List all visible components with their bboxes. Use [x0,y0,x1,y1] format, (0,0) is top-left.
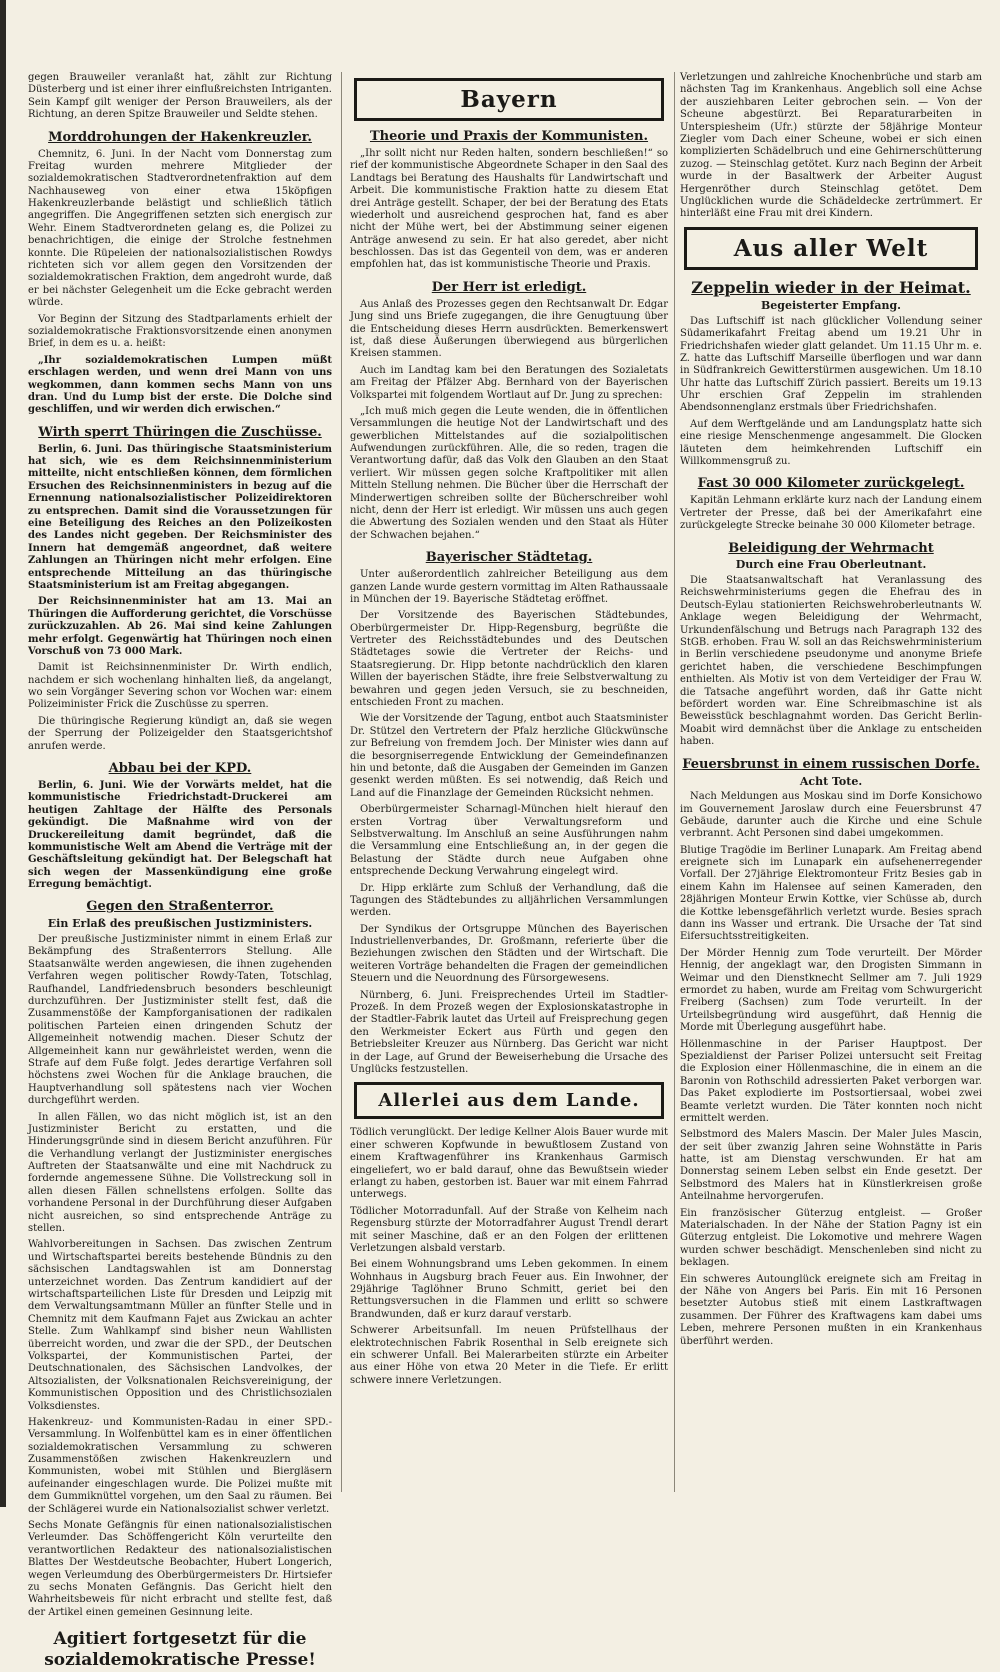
section-header-allerlei: Allerlei aus dem Lande. [354,1082,664,1119]
article-paragraph: Der preußische Justizminister nimmt in einem Erlaß zur Bekämpfung des Straßenterrors Stellung. Alle Staatsanwälte werden angewiesen, die ihnen zugehenden Verfahren wegen politischer Rowdy-Taten, Totschlag, Raufhandel, Landfriedensbruch besonders beschleunigt durchzuführen. Der Justizminister stellt fest, daß die Zusammenstöße der Kampforganisationen der radikalen politischen Parteien einen dringenden Schutz der Allgemeinheit notwendig machen. Dieser Schutz der Allgemeinheit kann nur gewährleistet werden, wenn die Strafe auf dem Fuße folgt. Jedes derartige Verfahren soll höchstens zwei Wochen für die Anklage brauchen, die Hauptverhandlung soll spätestens nach vier Wochen durchgeführt werden. [28,934,332,1107]
headline-morddrohungen: Morddrohungen der Hakenkreuzler. [48,129,312,145]
article-paragraph: Die Staatsanwaltschaft hat Veranlassung des Reichswehrministeriums gegen die Ehefrau des in Deutsch-Eylau stationierten Reichswehroberleutnants W. Anklage wegen Beleidigung der Wehrmacht, Urkundenfälschung und Betrugs nach Paragraph 132 des StGB. erhoben. Frau W. soll an das Reichswehrministerium in Berlin verschiedene pseudonyme und anonyme Briefe gerichtet haben, die verschiedene Beschimpfungen enthielten. Als Motiv ist von dem Verteidiger der Frau W. die Tatsache angeführt worden, daß ihr Gatte nicht befördert worden war. Eine Schreibmaschine ist als Beweisstück beschlagnahmt worden. Das Gericht Berlin-Moabit wird demnächst über die Anklage zu entscheiden haben. [680,575,982,748]
headline-staedtetag: Bayerischer Städtetag. [425,550,593,566]
subheadline-frau-oberleutnant: Durch eine Frau Oberleutnant. [735,558,927,572]
news-item: Wahlvorbereitungen in Sachsen. Das zwischen Zentrum und Wirtschaftspartei bereits bestehende Bündnis zu den sächsischen Landtagswahlen ist am Donnerstag unterzeichnet worden. Das Zentrum kandidiert auf der wirtschaftsparteilichen Liste für Dresden und Leipzig mit dem Verwaltungsamtmann Müller an fünfter Stelle und in Chemnitz mit dem Kaufmann Fajet aus Zwickau an achter Stelle. Zum Wahlkampf sind bisher neun Wahllisten überreicht worden, und zwar die der SPD., der Deutschen Volkspartei, der Kommunistischen Partei, der Deutschnationalen, des Sächsischen Landvolkes, der Altsozialisten, der Volksnationalen Reichsvereinigung, der Kommunistischen Opposition und des Christlichsozialen Volksdienstes. [28,1239,332,1412]
column-left [28,72,332,1671]
article-paragraph: Berlin, 6. Juni. Wie der Vorwärts meldet, hat die kommunistische Friedrichstadt-Druckerei am heutigen Zahltage der Hälfte des Personals gekündigt. Die Maßnahme wird von der Druckereileitung damit begründet, daß die kommunistische Welt am Abend die Verträge mit der Geschäftsleitung gekündigt hat. Der Belegschaft hat sich wegen der Massenkündigung eine große Erregung bemächtigt. [28,779,332,891]
news-item: Ein schweres Autounglück ereignete sich am Freitag in der Nähe von Angers bei Paris. Ein mit 16 Personen besetzter Autobus stieß mit einem Lastkraftwagen zusammen. Der Führer des Kraftwagens kam dabei ums Leben, mehrere Personen mußten in ein Krankenhaus überführt werden. [680,1273,982,1347]
subheadline-erlass: Ein Erlaß des preußischen Justizministers. [47,917,313,931]
headline-feuersbrunst: Feuersbrunst in einem russischen Dorfe. [682,756,980,772]
news-item: Sechs Monate Gefängnis für einen nationalsozialistischen Verleumder. Das Schöffengericht Köln verurteilte den verantwortlichen Redakteur des nationalsozialistischen Blattes Der Westdeutsche Beobachter, Hubert Longerich, wegen Verleumdung des Oberbürgermeisters Dr. Hirtsiefer zu sechs Monaten Gefängnis. Das Gericht hielt den Wahrheitsbeweis für nicht erbracht und stellte fest, daß der Artikel einen gemeinen Gesinnung leite. [28,1520,332,1618]
article-paragraph: Wie der Vorsitzende der Tagung, entbot auch Staatsminister Dr. Stützel den Vertretern der Pfalz herzliche Glückwünsche zur Befreiung von fremdem Joch. Der Minister wies dann auf die besorgniserregende Entwicklung der Gemeindefinanzen hin und betonte, daß die Ausgaben der Gemeinden im Ganzen gesenkt werden müßten. Es sei notwendig, daß Reich und Land auf die Finanzlage der Gemeinden Rücksicht nehmen. [350,713,668,799]
article-paragraph: Dr. Hipp erklärte zum Schluß der Verhandlung, daß die Tagungen des Städtebundes zu alljährlichen Versammlungen werden. [350,882,668,919]
headline-wirth-thueringen: Wirth sperrt Thüringen die Zuschüsse. [38,424,322,440]
article-paragraph: In allen Fällen, wo das nicht möglich ist, ist an den Justizminister Bericht zu erstatten, und die Hinderungsgründe sind in diesem Bericht anzuführen. Für die Verhandlung verlangt der Justizminister energisches Auftreten der Staatsanwälte und eine mit Nachdruck zu fordernde angemessene Sühne. Die Vollstreckung soll in allen diesen Fällen schnellstens erfolgen. Sollte das vorhandene Personal in der Durchführung dieser Aufgaben nicht ausreichen, so sind entsprechende Anträge zu stellen. [28,1111,332,1235]
headline-beleidigung-wehrmacht: Beleidigung der Wehrmacht [728,540,934,556]
subheadline-empfang: Begeisterter Empfang. [760,299,902,313]
column-right [680,72,982,1497]
article-paragraph: Vor Beginn der Sitzung des Stadtparlaments erhielt der sozialdemokratische Fraktionsvorsitzende einen anonymen Brief, in dem es u. a. heißt: [28,313,332,350]
subheadline-acht-tote: Acht Tote. [799,774,863,788]
article-paragraph: Die thüringische Regierung kündigt an, daß sie wegen der Sperrung der Polizeigelder den Staatsgerichtshof anrufen werde. [28,715,332,752]
article-paragraph: „Ihr sollt nicht nur Reden halten, sondern beschließen!“ so rief der kommunistische Abgeordnete Schaper in den Saal des Landtags bei Beratung des Haushalts für Landwirtschaft und Arbeit. Die kommunistische Fraktion hatte zu diesem Etat drei Anträge gestellt. Schaper, der bei der Beratung des Etats wiederholt und ausreichend gesprochen hat, fand es aber nicht der Mühe wert, bei der Abstimmung seiner eigenen Anträge anwesend zu sein. Er hat also geredet, aber nicht beschlossen. Das ist das Gegenteil von dem, was er anderen empfohlen hat, das ist kommunistische Theorie und Praxis. [350,147,668,271]
news-item: Selbstmord des Malers Mascin. Der Maler Jules Mascin, der seit über zwanzig Jahren seine Wohnstätte in Paris hatte, ist am Dienstag verschwunden. Er hat am Donnerstag seinem Leben selbst ein Ende gesetzt. Der Selbstmord des Malers hat in Künstlerkreisen große Anteilnahme hervorgerufen. [680,1129,982,1203]
news-item: Der Mörder Hennig zum Tode verurteilt. Der Mörder Hennig, der angeklagt war, den Drogisten Simmann in Weimar und den Dienstknecht Sellmer am 7. Juli 1929 ermordet zu haben, wurde am Freitag vom Schwurgericht Freiberg (Sachsen) zum Tode verurteilt. In der Urteilsbegründung wird ausgeführt, daß Hennig die Morde mit Überlegung ausgeführt habe. [680,947,982,1034]
news-item: Tödlich verunglückt. Der ledige Kellner Alois Bauer wurde mit einer schweren Kopfwunde in bewußtlosem Zustand von einem Kraftwagenführer ins Krankenhaus Garmisch eingeliefert, wo er bald darauf, ohne das Bewußtsein wieder erlangt zu haben, gestorben ist. Bauer war mit einem Fahrrad unterwegs. [350,1127,668,1201]
news-item: Ein französischer Güterzug entgleist. — Großer Materialschaden. In der Nähe der Station Pagny ist ein Güterzug entgleist. Die Lokomotive und mehrere Wagen wurden schwer beschädigt. Menschenleben sind nicht zu beklagen. [680,1207,982,1269]
article-paragraph: „Ich muß mich gegen die Leute wenden, die in öffentlichen Versammlungen die heutige Not der Landwirtschaft und des gewerblichen Mittelstandes auf die sozialpolitischen Aufwendungen zurückführen. Alle, die so reden, tragen die Verantwortung dafür, daß das Volk den Glauben an den Staat verliert. Wir müssen gegen solche Kraftpolitiker mit allen Mitteln Stellung nehmen. Die Bücher über die Herrschaft der Minderwertigen schreiben sollte der Bücherschreiber wohl nicht, denn der Herr ist erledigt. Wir müssen uns auch gegen die Abwertung des Sozialen wenden und den Staat als Hüter der Schwachen bejahen.“ [350,405,668,541]
article-paragraph: Unter außerordentlich zahlreicher Beteiligung aus dem ganzen Lande wurde gestern vormittag im Alten Rathaussaale in München der 19. Bayerische Städtetag eröffnet. [350,569,668,605]
section-header-bayern: Bayern [354,78,664,121]
news-item: Blutige Tragödie im Berliner Lunapark. Am Freitag abend ereignete sich im Lunapark ein aufsehenerregender Vorfall. Der 27jährige Elektromonteur Fritz Besies gab in einem Kahn im Halensee auf seinen Kameraden, den 28jährigen Monteur Erwin Kottke, vier Schüsse ab, durch die Kottke lebensgefährlich verletzt wurde. Besies sprach dann ins Wasser und ertrank. Die Ursache der Tat sind Eifersuchtsstreitigkeiten. [680,844,982,943]
news-item: Höllenmaschine in der Pariser Hauptpost. Der Spezialdienst der Pariser Polizei untersucht seit Freitag die Explosion einer Höllenmaschine, die in einem an die Baronin von Rothschild adressierten Paket verborgen war. Das Paket explodierte im Postsortiersaal, wobei zwei Beamte verletzt wurden. Die Täter konnten noch nicht ermittelt werden. [680,1038,982,1124]
article-continuation: gegen Brauweiler veranlaßt hat, zählt zur Richtung Düsterberg und ist einer ihrer einflußreichsten Intriganten. Sein Kampf gilt weniger der Person Brauweilers, als der Richtung, an deren Spitze Brauweiler und Seldte stehen. [28,72,332,121]
article-paragraph: Aus Anlaß des Prozesses gegen den Rechtsanwalt Dr. Edgar Jung sind uns Briefe zugegangen, die ihre Genugtuung über die Entscheidung dieses Herrn ausdrückten. Bemerkenswert ist, daß diese Äußerungen überwiegend aus bürgerlichen Kreisen stammen. [350,298,668,360]
article-continuation: Verletzungen und zahlreiche Knochenbrüche und starb am nächsten Tag im Krankenhaus. Angeblich soll eine Achse der ausziehbaren Leiter gebrochen sein. — Von der Scheune abgestürzt. Bei Reparaturarbeiten in Unterspiesheim (Ufr.) stürzte der 58jährige Monteur Ziegler vom Dach einer Scheune, wobei er sich einen komplizierten Schädelbruch und eine Gehirnerschütterung zuzog. — Steinschlag getötet. Kurz nach Beginn der Arbeit wurde in der Basaltwerk der Arbeiter August Hergenröther durch Steinschlag getötet. Dem Unglücklichen wurde die Schädeldecke zertrümmert. Er hinterläßt eine Frau mit drei Kindern. [680,72,982,220]
headline-zeppelin: Zeppelin wieder in der Heimat. [691,277,971,297]
news-item: Bei einem Wohnungsbrand ums Leben gekommen. In einem Wohnhaus in Augsburg brach Feuer aus. Ein Inwohner, der 29jährige Taglöhner Bruno Schmitt, geriet bei den Rettungsversuchen in die Flammen und erlitt so schwere Brandwunden, daß er kurz darauf verstarb. [350,1259,668,1320]
article-paragraph: Kapitän Lehmann erklärte kurz nach der Landung einem Vertreter der Presse, daß bei der Amerikafahrt eine zurückgelegte Strecke beinahe 30 000 Kilometer betrage. [680,495,982,532]
headline-abbau-kpd: Abbau bei der KPD. [108,761,252,777]
column-rule [341,72,342,1492]
article-paragraph: Der Vorsitzende des Bayerischen Städtebundes, Oberbürgermeister Dr. Hipp-Regensburg, begrüßte die Vertreter des Reichsstädtebundes und des Deutschen Städtetages sowie die Vertreter der Reichs- und Staatsregierung. Dr. Hipp betonte nachdrücklich den klaren Willen der bayerischen Städte, ihre freie Selbstverwaltung zu bewahren und gegen jeden Versuch, sie zu beschneiden, entschieden Front zu machen. [350,610,668,709]
article-paragraph: Das Luftschiff ist nach glücklicher Vollendung seiner Südamerikafahrt Freitag abend um 19.21 Uhr in Friedrichshafen wieder glatt gelandet. Um 11.15 Uhr m. e. Z. hatte das Luftschiff Marseille überflogen und war dann in Südfrankreich Gewitterstürmen ausgewichen. Um 18.10 Uhr hatte das Luftschiff Zürich passiert. Bereits um 19.13 Uhr erschien Graf Zeppelin im strahlenden Abendsonnenglanz erstmals über Friedrichshafen. [680,315,982,414]
headline-strassenterror: Gegen den Straßenterror. [86,899,274,915]
article-quote: „Ihr sozialdemokratischen Lumpen müßt erschlagen werden, und wenn drei Mann von uns wegkommen, dann kommen sechs Mann von uns dran. Und du Lump bist der erste. Die Dolche sind geschliffen, und wir werden dich erwischen.“ [28,354,332,416]
headline-herr-erledigt: Der Herr ist erledigt. [431,279,587,295]
article-paragraph: Der Syndikus der Ortsgruppe München des Bayerischen Industriellenverbandes, Dr. Großmann, referierte über die Beziehungen zwischen den Städten und der Wirtschaft. Die weiteren Vorträge behandelten die Fragen der gemeindlichen Steuern und die Neuordnung des Fürsorgewesens. [350,923,668,985]
article-paragraph: Damit ist Reichsinnenminister Dr. Wirth endlich, nachdem er sich wochenlang hinhalten ließ, da angelangt, wo sein Vorgänger Severing schon vor Wochen war: einem Polizeiminister Frick die Zuschüsse zu sperren. [28,662,332,711]
column-middle [350,72,668,1497]
section-header-aus-aller-welt: Aus aller Welt [684,227,978,270]
article-paragraph: Auf dem Werftgelände und am Landungsplatz hatte sich eine riesige Menschenmenge angesammelt. Die Glocken läuteten dem heimkehrenden Luftschiff ein Willkommensgruß zu. [680,418,982,468]
news-item: Tödlicher Motorradunfall. Auf der Straße von Kelheim nach Regensburg stürzte der Motorradfahrer August Trendl derart mit seiner Maschine, daß er an den Folgen der erlittenen Verletzungen alsbald verstarb. [350,1205,668,1254]
article-paragraph: Chemnitz, 6. Juni. In der Nacht vom Donnerstag zum Freitag wurden mehrere Mitglieder der sozialdemokratischen Stadtverordnetenfraktion auf dem Nachhauseweg von einer etwa 15köpfigen Hakenkreuzlerbande belästigt und schließlich tätlich angegriffen. Die Angegriffenen setzten sich energisch zur Wehr. Einem Stadtverordneten gelang es, die Polizei zu benachrichtigen, die einige der Strolche festnehmen konnte. Die Rüpeleien der nationalsozialistischen Rowdys richteten sich vor allem gegen den Vorsitzenden der sozialdemokratischen Fraktion, dem angedroht wurde, daß er bei nächster Gelegenheit um die Ecke gebracht werden würde. [28,148,332,309]
article-paragraph: Nach Meldungen aus Moskau sind im Dorfe Konsichowo im Gouvernement Jaroslaw durch eine Feuersbrunst 47 Gebäude, darunter auch die Kirche und eine Schule verbrannt. Acht Personen sind dabei umgekommen. [680,791,982,840]
slogan-banner: Agitiert fortgesetzt für die sozialdemokratische Presse! [44,1629,316,1671]
article-paragraph: Oberbürgermeister Scharnagl-München hielt hierauf den ersten Vortrag über Verwaltungsreform und Selbstverwaltung. Im Anschluß an seine Ausführungen nahm die Versammlung eine Entschließung an, in der gegen die Belastung der Städte durch neue Aufgaben ohne entsprechende Deckung Verwahrung eingelegt wird. [350,804,668,878]
headline-theorie-praxis: Theorie und Praxis der Kommunisten. [369,129,649,144]
news-item: Nürnberg, 6. Juni. Freisprechendes Urteil im Stadtler-Prozeß. In dem Prozeß wegen der Explosionskatastrophe in der Stadtler-Fabrik lautet das Urteil auf Freisprechung gegen den Werkmeister Eckert aus Fürth und gegen den Betriebsleiter Kreuzer aus Nürnberg. Das Gericht war nicht in der Lage, auf Grund der Beweiserhebung die Ursache des Unglücks festzustellen. [350,989,668,1075]
news-item: Hakenkreuz- und Kommunisten-Radau in einer SPD.-Versammlung. In Wolfenbüttel kam es in einer öffentlichen sozialdemokratischen Versammlung zu schweren Zusammenstößen zwischen Hakenkreuzlern und Kommunisten, wobei mit Stühlen und Biergläsern aufeinander eingeschlagen wurde. Die Polizei mußte mit dem Gummiknüttel vorgehen, um den Saal zu räumen. Bei der Schlägerei wurde ein Nationalsozialist schwer verletzt. [28,1416,332,1515]
column-rule [674,72,675,1492]
article-paragraph: Der Reichsinnenminister hat am 13. Mai an Thüringen die Aufforderung gerichtet, die Vorschüsse zurückzuzahlen. Ab 26. Mai sind keine Zahlungen mehr erfolgt. Gegenwärtig hat Thüringen noch einen Vorschuß von 73 000 Mark. [28,596,332,657]
article-paragraph: Berlin, 6. Juni. Das thüringische Staatsministerium hat sich, wie es dem Reichsinnenministerium mitteilte, nicht entschließen können, dem förmlichen Ersuchen des Reichsinnenministers in bezug auf die Ernennung nationalsozialistischer Polizeidirektoren zu entsprechen. Damit sind die Voraussetzungen für eine Beteiligung des Reiches an den Polizeikosten des Landes nicht gegeben. Der Reichsminister des Innern hat demgemäß angeordnet, daß weitere Zahlungen an Thüringen nicht mehr erfolgen. Eine entsprechende Mitteilung an das thüringische Staatsministerium ist am Freitag abgegangen. [28,443,332,591]
scan-edge [0,0,6,1507]
article-paragraph: Auch im Landtag kam bei den Beratungen des Sozialetats am Freitag der Pfälzer Abg. Bernhard von der Bayerischen Volkspartei mit folgendem Wortlaut auf Dr. Jung zu sprechen: [350,364,668,401]
headline-30000-km: Fast 30 000 Kilometer zurückgelegt. [697,476,965,492]
news-item: Schwerer Arbeitsunfall. Im neuen Prüfstellhaus der elektrotechnischen Fabrik Rosenthal in Selb ereignete sich ein schwerer Unfall. Bei Malerarbeiten stürzte ein Arbeiter aus einer Höhe von etwa 20 Meter in die Tiefe. Er erlitt schwere innere Verletzungen. [350,1325,668,1386]
